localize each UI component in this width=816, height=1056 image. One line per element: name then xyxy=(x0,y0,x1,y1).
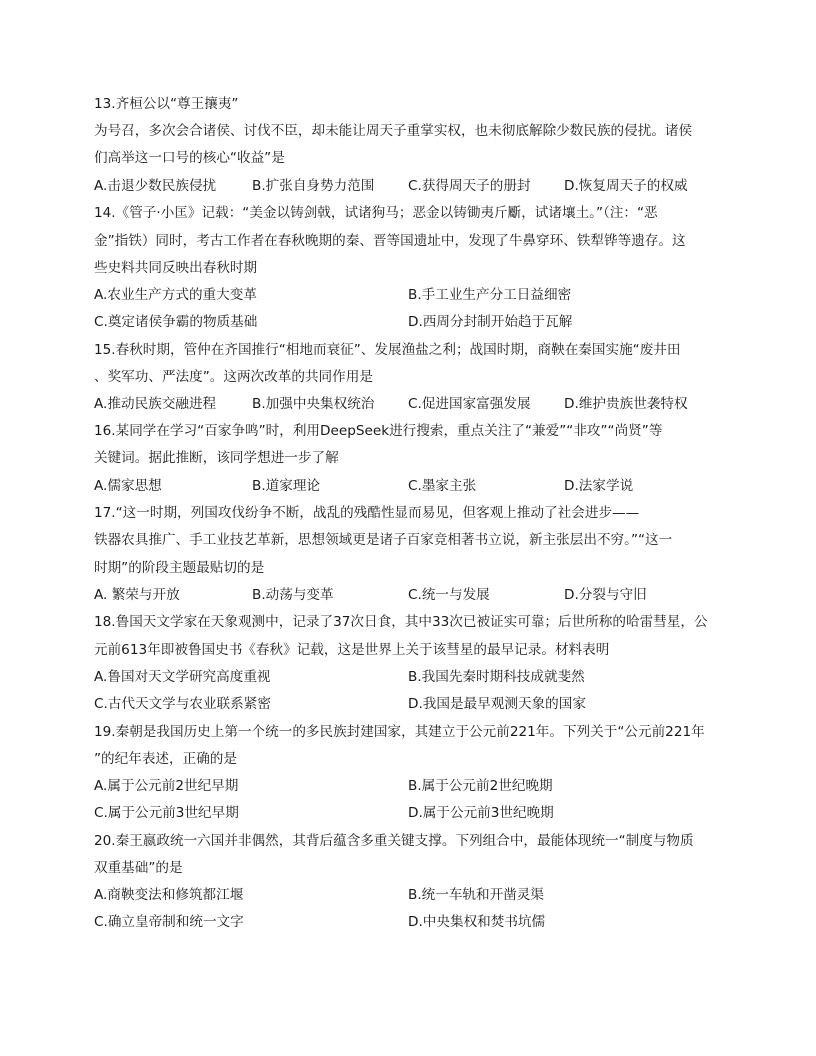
question-13-stem-line-2: 为号召，多次会合诸侯、讨伐不臣，却未能让周天子重掌实权，也未彻底解除少数民族的侵扰。诸侯 xyxy=(94,123,693,139)
option-a: A.商鞅变法和修筑都江堰 xyxy=(94,887,244,903)
question-18-options-row-1 xyxy=(94,667,734,687)
question-17-stem-line-3: 时期”的阶段主题最贴切的是 xyxy=(94,560,265,576)
option-b: B.手工业生产分工日益细密 xyxy=(408,287,572,303)
option-b: B.加强中央集权统治 xyxy=(252,396,375,412)
question-14-options-row-1 xyxy=(94,285,734,305)
question-19-options-row-2 xyxy=(94,803,734,823)
option-d: D.西周分封制开始趋于瓦解 xyxy=(408,314,573,330)
question-16-stem-line-2: 关键词。据此推断，该同学想进一步了解 xyxy=(94,450,339,466)
option-c: C.获得周天子的册封 xyxy=(408,178,531,194)
option-a: A.儒家思想 xyxy=(94,478,162,494)
question-15-stem-line-1: 15.春秋时期，管仲在齐国推行“相地而衰征”、发展渔盐之利；战国时期，商鞅在秦国实施“废井田 xyxy=(94,342,681,358)
question-16-options xyxy=(94,476,734,496)
option-b: B.动荡与变革 xyxy=(252,587,334,603)
option-c: C.确立皇帝制和统一文字 xyxy=(94,914,244,930)
option-a: A.击退少数民族侵扰 xyxy=(94,178,217,194)
question-20-stem-line-2: 双重基础”的是 xyxy=(94,860,183,876)
question-16-stem-line-1: 16.某同学在学习“百家争鸣”时，利用DeepSeek进行搜索，重点关注了“兼爱”“非攻”“尚贤”等 xyxy=(94,423,663,439)
option-a: A.鲁国对天文学研究高度重视 xyxy=(94,669,271,685)
question-14-stem-line-2: 金”指铁）同时，考古工作者在春秋晚期的秦、晋等国遗址中，发现了牛鼻穿环、铁犁铧等遗存。这 xyxy=(94,233,686,249)
option-d: D.我国是最早观测天象的国家 xyxy=(408,696,586,712)
question-17-stem-line-2: 铁器农具推广、手工业技艺革新，思想领域更是诸子百家竞相著书立说，新主张层出不穷。”“这一 xyxy=(94,532,673,548)
option-c: C.统一与发展 xyxy=(408,587,490,603)
question-19-options-row-1 xyxy=(94,776,734,796)
question-15-options xyxy=(94,394,734,414)
option-c: C.古代天文学与农业联系紧密 xyxy=(94,696,271,712)
question-20-stem-line-1: 20.秦王嬴政统一六国并非偶然，其背后蕴含多重关键支撑。下列组合中，最能体现统一“制度与物质 xyxy=(94,833,694,849)
question-20-options-row-2 xyxy=(94,912,734,932)
question-13-stem-line-3: 们高举这一口号的核心“收益”是 xyxy=(94,150,285,166)
option-b: B.道家理论 xyxy=(252,478,321,494)
option-c: C.奠定诸侯争霸的物质基础 xyxy=(94,314,258,330)
option-b: B.我国先秦时期科技成就斐然 xyxy=(408,669,585,685)
option-c: C.促进国家富强发展 xyxy=(408,396,531,412)
question-14-stem-line-1: 14.《管子·小匡》记载：“美金以铸剑戟，试诸狗马；恶金以铸锄夷斤斸，试诸壤土。”（注：“恶 xyxy=(94,205,658,221)
question-14-stem-line-3: 些史料共同反映出春秋时期 xyxy=(94,260,258,276)
option-a: A.农业生产方式的重大变革 xyxy=(94,287,257,303)
option-b: B.扩张自身势力范围 xyxy=(252,178,375,194)
option-b: B.统一车轨和开凿灵渠 xyxy=(408,887,544,903)
question-13-stem-line-1: 13.齐桓公以“尊王攘夷” xyxy=(94,96,239,112)
question-18-stem-line-2: 元前613年即被鲁国史书《春秋》记载，这是世界上关于该彗星的最早记录。材料表明 xyxy=(94,642,610,658)
option-d: D.分裂与守旧 xyxy=(564,587,647,603)
option-d: D.法家学说 xyxy=(564,478,634,494)
option-c: C.属于公元前3世纪早期 xyxy=(94,805,239,821)
question-20-options-row-1 xyxy=(94,885,734,905)
option-a: A.推动民族交融进程 xyxy=(94,396,217,412)
question-18-options-row-2 xyxy=(94,694,734,714)
question-19-stem-line-2: ”的纪年表述，正确的是 xyxy=(94,751,237,767)
option-d: D.维护贵族世袭特权 xyxy=(564,396,688,412)
question-15-stem-line-2: 、奖军功、严法度”。这两次改革的共同作用是 xyxy=(94,369,373,385)
question-19-stem-line-1: 19.秦朝是我国历史上第一个统一的多民族封建国家，其建立于公元前221年。下列关于“公元前221年 xyxy=(94,724,705,740)
option-c: C.墨家主张 xyxy=(408,478,477,494)
option-a: A. 繁荣与开放 xyxy=(94,587,180,603)
question-18-stem-line-1: 18.鲁国天文学家在天象观测中，记录了37次日食，其中33次已被证实可靠；后世所称的哈雷彗星，公 xyxy=(94,614,708,630)
option-d: D.恢复周天子的权威 xyxy=(564,178,688,194)
option-d: D.中央集权和焚书坑儒 xyxy=(408,914,546,930)
question-14-options-row-2 xyxy=(94,312,734,332)
option-a: A.属于公元前2世纪早期 xyxy=(94,778,239,794)
question-13-options xyxy=(94,176,734,196)
question-17-options xyxy=(94,585,734,605)
option-d: D.属于公元前3世纪晚期 xyxy=(408,805,554,821)
question-17-stem-line-1: 17.“这一时期，列国攻伐纷争不断，战乱的残酷性显而易见，但客观上推动了社会进步—— xyxy=(94,505,640,521)
option-b: B.属于公元前2世纪晚期 xyxy=(408,778,553,794)
